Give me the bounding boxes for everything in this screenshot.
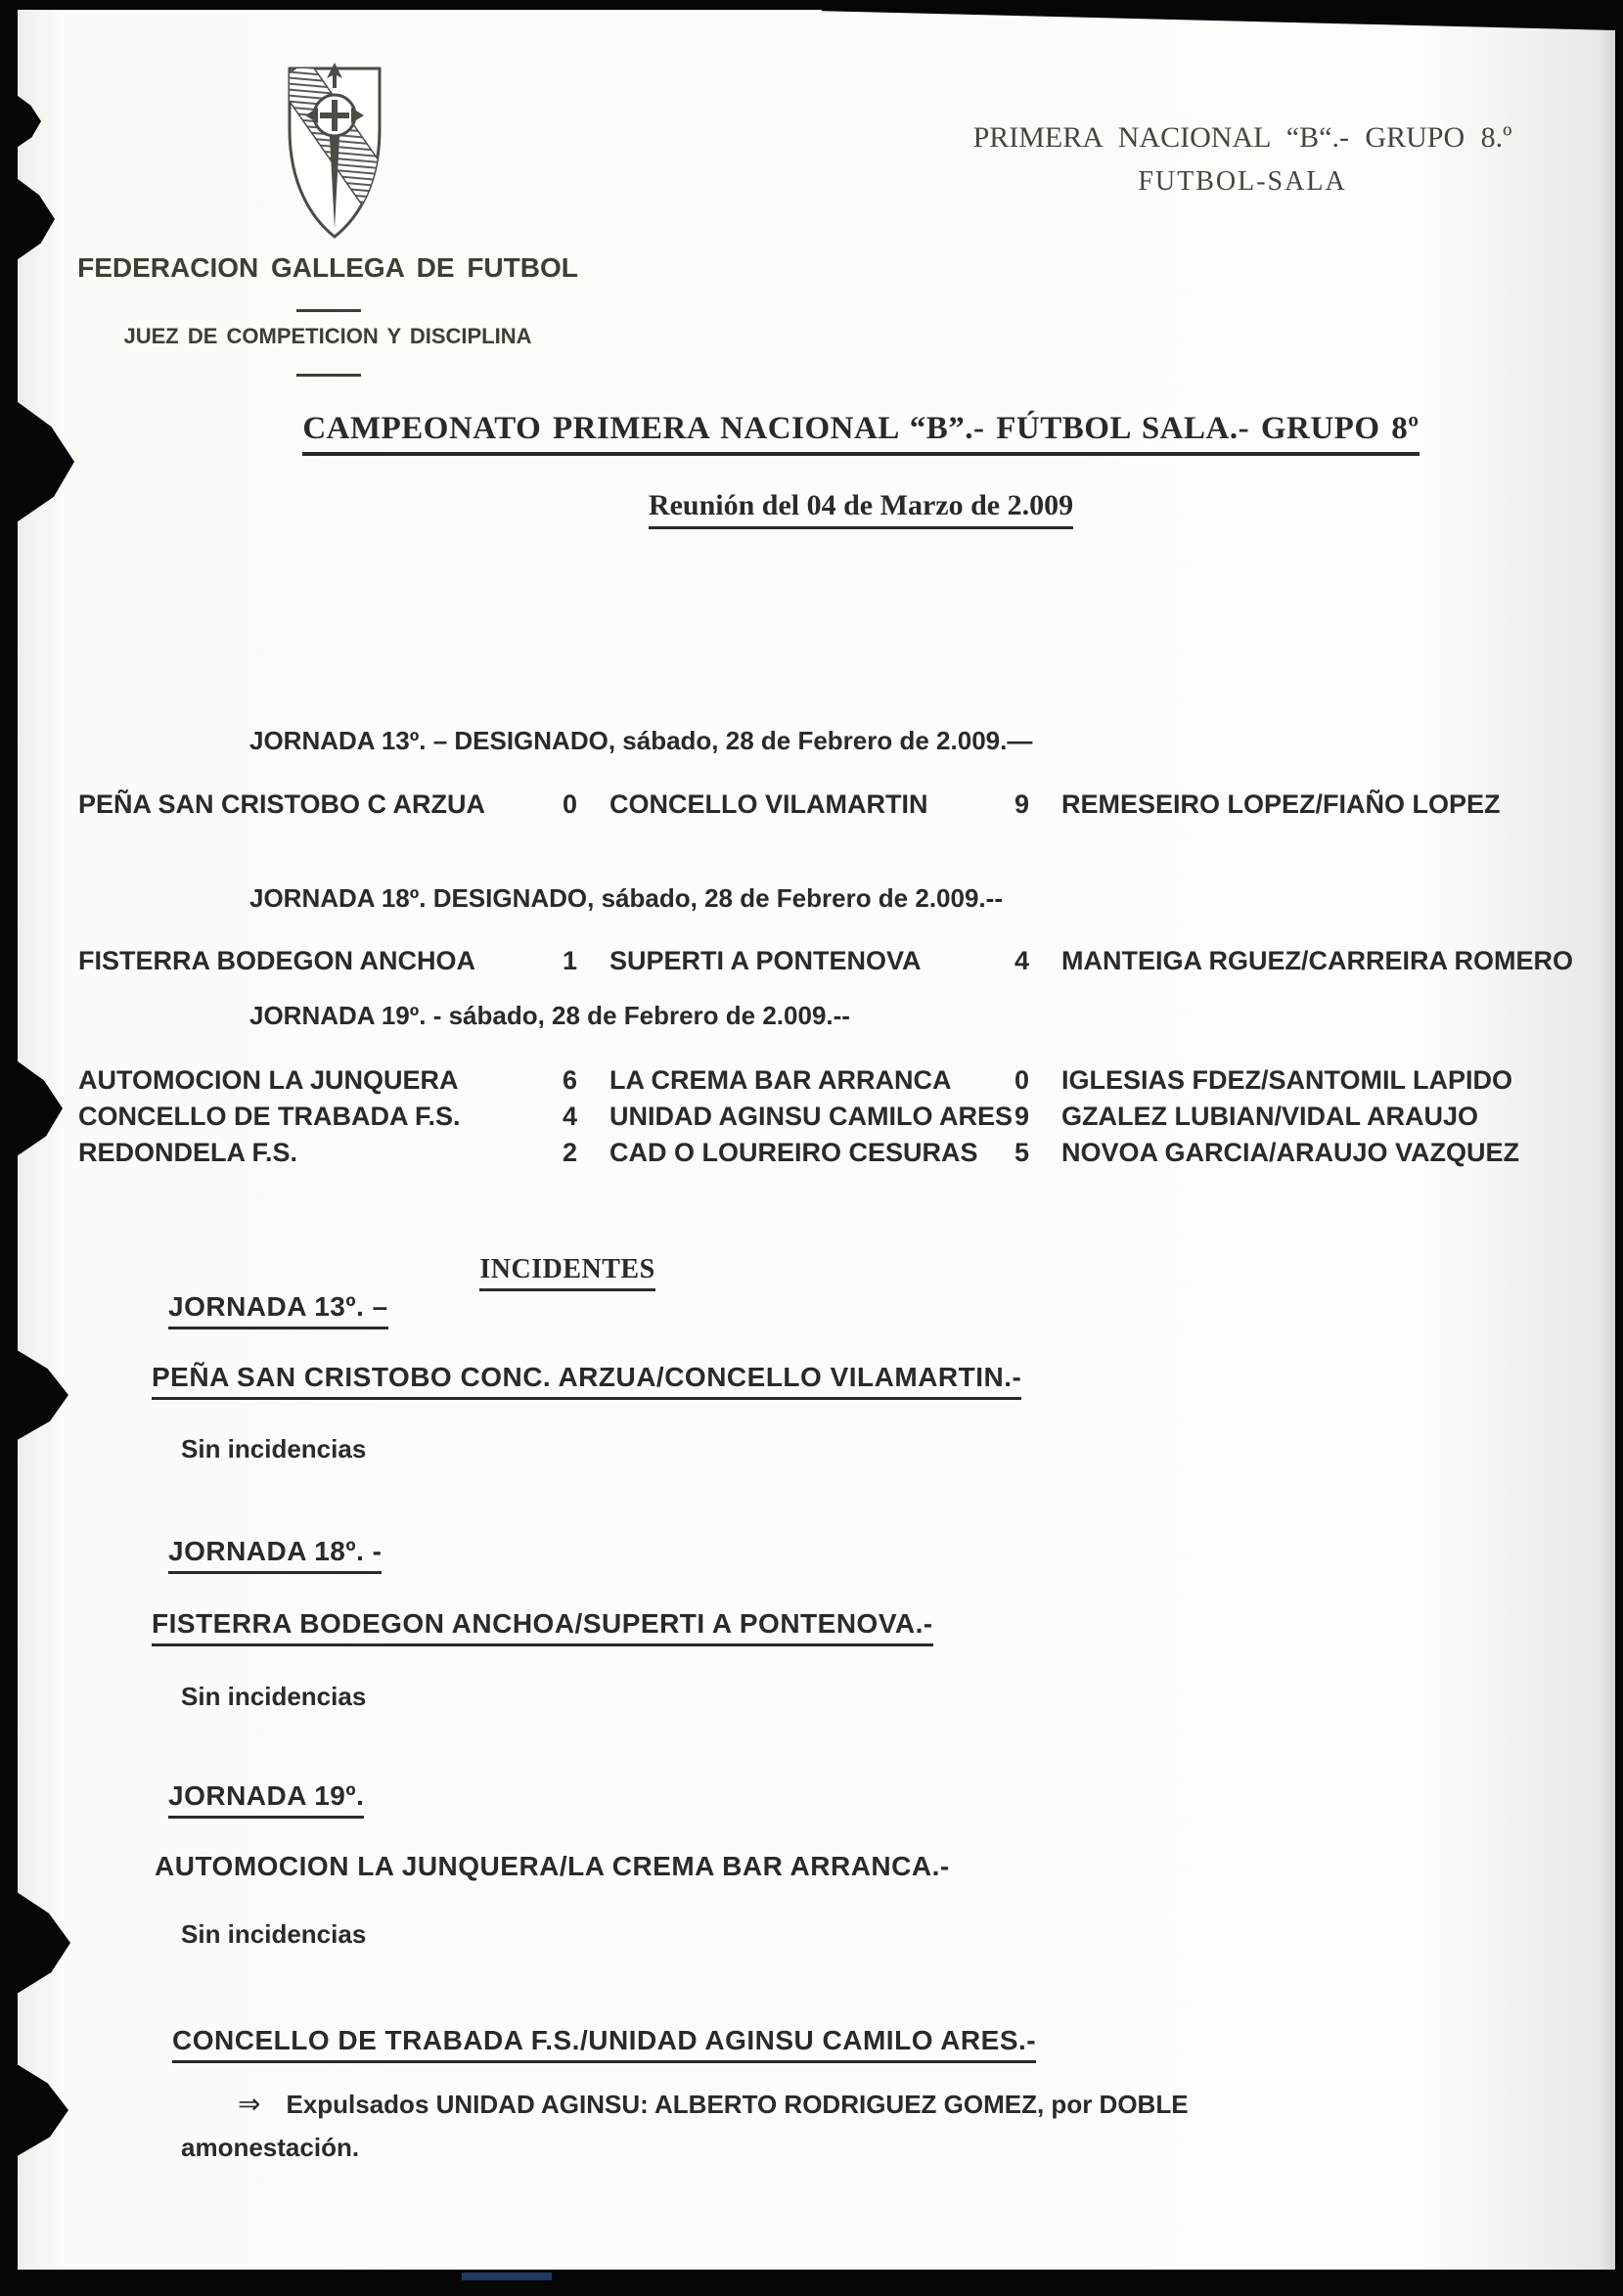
match-row	[78, 943, 1604, 979]
competition-line1: PRIMERA NACIONAL “B“.- GRUPO 8.º	[972, 121, 1512, 154]
incident-expulsion-line2: amonestación.	[181, 2133, 360, 2162]
away-score: 9	[1014, 1102, 1030, 1131]
letterhead-department: JUEZ DE COMPETICION Y DISCIPLINA	[123, 324, 532, 348]
away-team: UNIDAD AGINSU CAMILO ARES	[609, 1102, 1014, 1131]
incident-match-19a	[155, 1851, 950, 1882]
home-team: FISTERRA BODEGON ANCHOA	[78, 946, 476, 975]
expulsion-text: Expulsados UNIDAD AGINSU: ALBERTO RODRIGUEZ GOMEZ, por DOBLE	[286, 2090, 1189, 2119]
incident-match-label: CONCELLO DE TRABADA F.S./UNIDAD AGINSU CAMILO ARES.-	[172, 2025, 1036, 2063]
document-title-wrap	[176, 411, 1546, 456]
document-subtitle-wrap	[176, 489, 1546, 529]
jornada-13-heading: JORNADA 13º. – DESIGNADO, sábado, 28 de Febrero de 2.009.—	[249, 726, 1033, 755]
letterhead-org: FEDERACION GALLEGA DE FUTBOL	[77, 252, 578, 283]
home-score: 1	[563, 946, 578, 975]
referees: IGLESIAS FDEZ/SANTOMIL LAPIDO	[1061, 1065, 1513, 1095]
home-team: CONCELLO DE TRABADA F.S.	[78, 1102, 461, 1131]
away-team: LA CREMA BAR ARRANCA	[609, 1065, 952, 1095]
incident-note-18: Sin incidencias	[181, 1682, 367, 1711]
incident-jornada-13	[168, 1291, 388, 1329]
home-team: AUTOMOCION LA JUNQUERA	[78, 1065, 459, 1095]
away-score: 5	[1014, 1138, 1030, 1167]
match-row	[78, 1062, 1604, 1171]
shield-crest-icon	[276, 59, 393, 247]
incident-jornada-label: JORNADA 13º. –	[168, 1291, 388, 1329]
incident-jornada-19	[168, 1780, 364, 1819]
away-team: SUPERTI A PONTENOVA	[609, 946, 922, 975]
home-team: REDONDELA F.S.	[78, 1138, 298, 1167]
away-score: 4	[1014, 946, 1030, 975]
away-team: CAD O LOUREIRO CESURAS	[609, 1138, 978, 1167]
jornada-18-heading: JORNADA 18º. DESIGNADO, sábado, 28 de Febrero de 2.009.--	[249, 883, 1003, 913]
home-score: 2	[563, 1138, 578, 1167]
home-score: 0	[563, 789, 578, 819]
match-row	[78, 787, 1604, 823]
incident-match-19b	[172, 2025, 1036, 2063]
incident-match-18	[152, 1608, 933, 1646]
away-score: 9	[1014, 789, 1030, 819]
incident-jornada-label: JORNADA 19º.	[168, 1780, 364, 1819]
incident-jornada-18	[168, 1536, 382, 1574]
incident-match-label: PEÑA SAN CRISTOBO CONC. ARZUA/CONCELLO VILAMARTIN.-	[152, 1362, 1021, 1400]
jornada-19-heading: JORNADA 19º. - sábado, 28 de Febrero de 2.009.--	[249, 1001, 850, 1030]
incident-note-13: Sin incidencias	[181, 1434, 367, 1463]
incident-match-13	[152, 1362, 1021, 1400]
incident-match-label: AUTOMOCION LA JUNQUERA/LA CREMA BAR ARRANCA.-	[155, 1851, 950, 1881]
document-subtitle: Reunión del 04 de Marzo de 2.009	[649, 489, 1073, 529]
away-team: CONCELLO VILAMARTIN	[609, 789, 928, 819]
home-team: PEÑA SAN CRISTOBO C ARZUA	[78, 789, 486, 819]
incidents-heading: INCIDENTES	[479, 1254, 654, 1291]
incident-jornada-label: JORNADA 18º. -	[168, 1536, 382, 1574]
federation-crest-logo	[276, 59, 393, 247]
home-score: 4	[563, 1102, 578, 1131]
document-title: CAMPEONATO PRIMERA NACIONAL “B”.- FÚTBOL SALA.- GRUPO 8º	[302, 411, 1419, 456]
double-arrow-icon: ⇒	[238, 2089, 261, 2119]
competition-line2: FUTBOL-SALA	[1138, 166, 1347, 197]
incident-expulsion-line1	[238, 2088, 1189, 2120]
incident-note-19a: Sin incidencias	[181, 1919, 367, 1949]
letterhead-rule	[296, 309, 361, 312]
incident-match-label: FISTERRA BODEGON ANCHOA/SUPERTI A PONTENOVA.-	[152, 1608, 933, 1646]
scan-artifact	[462, 2273, 552, 2280]
referees: MANTEIGA RGUEZ/CARREIRA ROMERO	[1061, 946, 1573, 975]
referees: GZALEZ LUBIAN/VIDAL ARAUJO	[1061, 1102, 1479, 1131]
home-score: 6	[563, 1065, 578, 1095]
referees: REMESEIRO LOPEZ/FIAÑO LOPEZ	[1061, 789, 1501, 819]
incidents-heading-wrap	[411, 1254, 724, 1291]
letterhead-rule	[296, 374, 361, 377]
referees: NOVOA GARCIA/ARAUJO VAZQUEZ	[1061, 1138, 1520, 1167]
away-score: 0	[1014, 1065, 1030, 1095]
